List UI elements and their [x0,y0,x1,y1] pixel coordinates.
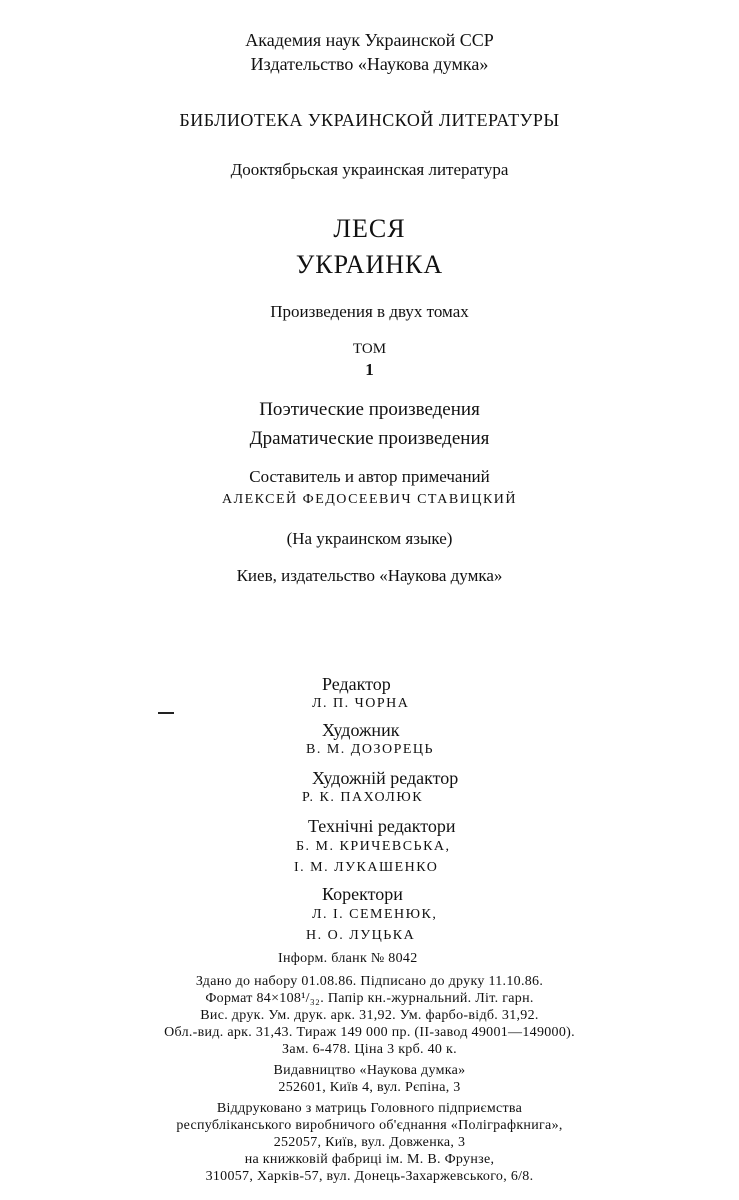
publisher-line: Издательство «Наукова думка» [250,54,489,74]
credit-name-editor: Л. П. ЧОРНА [312,696,410,711]
credit-name-proofreader-2: Н. О. ЛУЦЬКА [306,928,416,943]
place-publisher: Киев, издательство «Наукова думка» [236,566,503,585]
credit-role-proofreaders: Коректори [322,884,403,904]
imprint-line-4: Обл.-вид. арк. 31,43. Тираж 149 000 пр. (II-завод 49001—149000). [164,1025,575,1040]
publisher-block-line-2: 252601, Київ 4, вул. Рєпіна, 3 [278,1080,461,1095]
imprint-line-1: Здано до набору 01.08.86. Підписано до друку 11.10.86. [195,974,544,989]
credit-name-tech-editor-1: Б. М. КРИЧЕВСЬКА, [296,839,451,854]
compiler-label: Составитель и автор примечаний [249,467,490,486]
printer-line-5: 310057, Харків-57, вул. Донець-Захаржевського, 6/8. [205,1169,534,1184]
compiler-name: АЛЕКСЕЙ ФЕДОСЕЕВИЧ СТАВИЦКИЙ [222,492,517,507]
credit-role-tech-editors: Технічні редактори [308,816,456,836]
credit-name-artist: В. М. ДОЗОРЕЦЬ [306,742,435,757]
imprint-line-5: Зам. 6-478. Ціна 3 крб. 40 к. [282,1042,457,1057]
credit-role-editor: Редактор [322,674,391,694]
series-title: БИБЛИОТЕКА УКРАИНСКОЙ ЛИТЕРАТУРЫ [179,110,560,130]
content-line-1: Поэтические произведения [259,399,480,420]
credit-role-artist: Художник [322,720,400,740]
author-first-name: ЛЕСЯ [333,214,406,243]
credit-role-art-editor: Художній редактор [312,768,459,788]
credit-name-art-editor: Р. К. ПАХОЛЮК [302,790,424,805]
publisher-block-line-1: Видавництво «Наукова думка» [273,1063,466,1078]
volume-number: 1 [365,360,374,379]
imprint-line-3: Вис. друк. Ум. друк. арк. 31,92. Ум. фарбо-відб. 31,92. [200,1008,539,1023]
academy-line: Академия наук Украинской ССР [245,30,494,50]
imprint-line-2: Формат 84×108¹/₃₂. Папір кн.-журнальний. Літ. гарн. [205,991,534,1006]
edition-line: Произведения в двух томах [270,302,469,321]
credit-name-tech-editor-2: І. М. ЛУКАШЕНКО [294,860,439,875]
printer-line-2: республіканського виробничого об'єднання «Поліграфкнига», [176,1118,563,1133]
content-line-2: Драматические произведения [249,428,490,449]
printer-line-1: Віддруковано з матриць Головного підприємства [216,1101,523,1116]
volume-word: ТОМ [352,341,387,357]
printer-line-3: 252057, Київ, вул. Довженка, 3 [273,1135,466,1150]
stray-mark [158,712,174,714]
printer-line-4: на книжковій фабриці ім. М. В. Фрунзе, [244,1152,495,1167]
credit-name-proofreader-1: Л. І. СЕМЕНЮК, [312,907,438,922]
author-last-name: УКРАИНКА [295,250,444,279]
inform-number: Інформ. бланк № 8042 [278,951,418,966]
subseries-title: Дооктябрьская украинская литература [230,160,509,179]
language-note: (На украинском языке) [286,529,453,548]
